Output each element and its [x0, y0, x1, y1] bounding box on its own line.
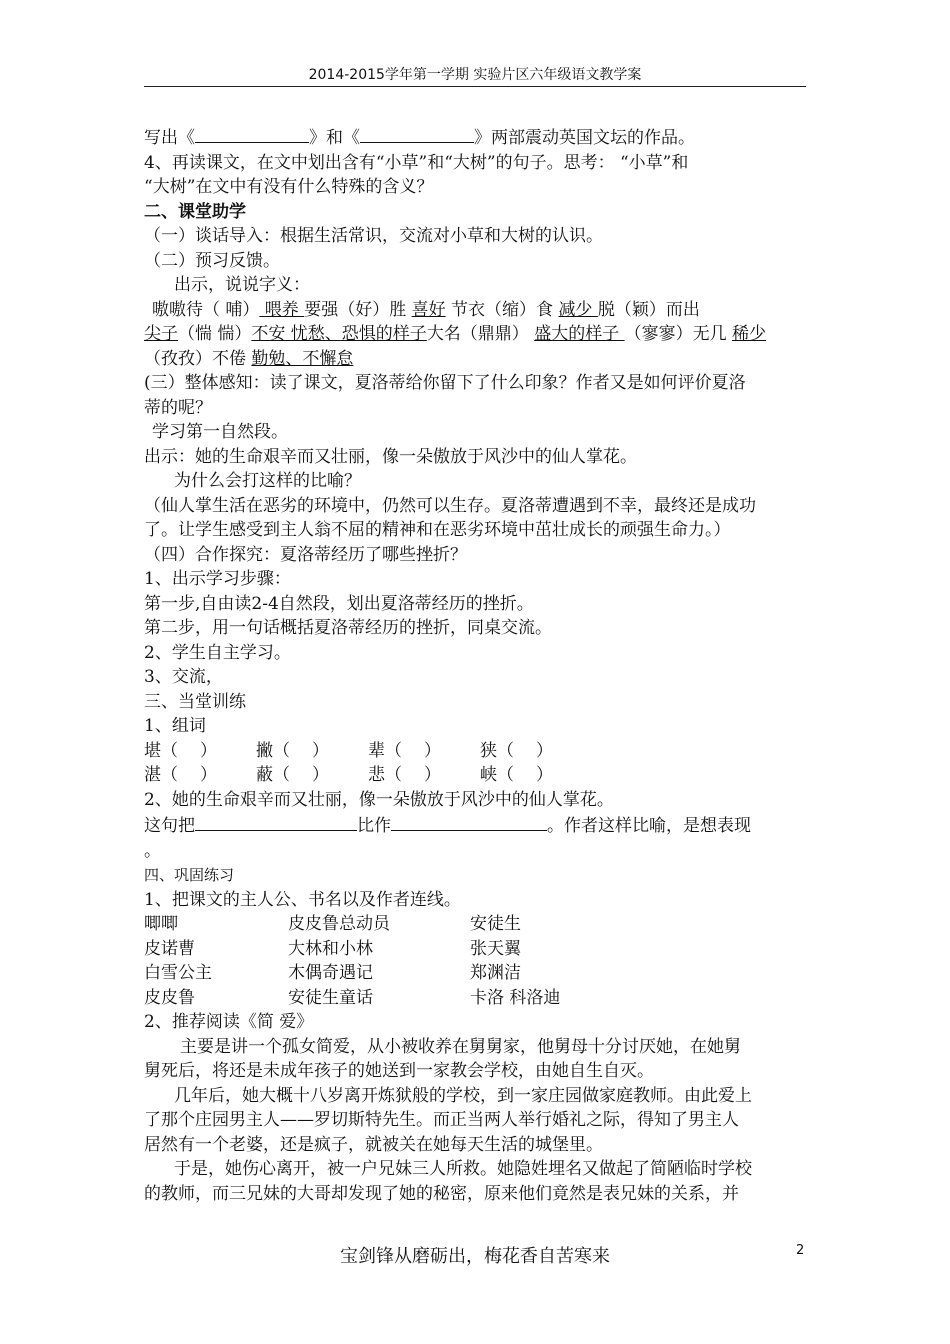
text-line: “大树”在文中有没有什么特殊的含义？: [144, 177, 434, 197]
footer-motto: 宝剑锋从磨砺出，梅花香自苦寒来: [340, 1246, 610, 1267]
fill-blank: [195, 124, 309, 143]
text-line: 1、把课文的主人公、书名以及作者连线。: [144, 889, 461, 910]
text-line: 3、交流，: [144, 667, 223, 687]
vocab-line: 尖子（惴 惴）不安 忧愁、恐惧的样子大名（鼎鼎） 盛大的样子 （寥寥）无几 稀少: [144, 324, 767, 344]
vocab-line: 嗷嗷待（ 哺） 喂养 要强（好）胜 喜好 节衣（缩）食 减少 脱（颖）而出: [152, 299, 700, 320]
text-line: （四）合作探究：夏洛蒂经历了哪些挫折？: [144, 544, 467, 565]
paragraph-line: 几年后，她大概十八岁离开炼狱般的学校，到一家庄园做家庭教师。由此爱上: [174, 1085, 752, 1106]
paragraph-line: 了那个庄园男主人——罗切斯特先生。而正当两人举行婚礼之际，得知了男主人: [144, 1110, 739, 1130]
text-line: 蒂的呢？: [144, 397, 212, 418]
section-heading: 四、巩固练习: [144, 866, 235, 884]
section-heading: 二、课堂助学: [144, 201, 246, 222]
paragraph-line: 舅死后，将还是未成年孩子的她送到一家教会学校，由她自生自灭。: [144, 1061, 654, 1081]
fill-blank: [360, 124, 474, 143]
match-row: 唧唧 皮皮鲁总动员 安徒生: [144, 914, 521, 934]
text-line: 2、她的生命艰辛而又壮丽，像一朵傲放于风沙中的仙人掌花。: [144, 789, 614, 810]
paragraph-line: 主要是讲一个孤女简爱，从小被收养在舅舅家，他舅母十分讨厌她，在她舅: [180, 1036, 741, 1057]
paragraph-line: 的教师，而三兄妹的大哥却发现了她的秘密，原来他们竟然是表兄妹的关系，并: [144, 1183, 739, 1204]
text-line: 2、推荐阅读《简 爱》: [144, 1012, 314, 1032]
text-line: （二）预习反馈。: [144, 250, 280, 271]
match-row: 皮皮鲁 安徒生童话 卡洛 科洛迪: [144, 987, 561, 1008]
text-line: (三）整体感知：读了课文，夏洛蒂给你留下了什么印象？作者又是如何评价夏洛: [144, 373, 746, 393]
text-line: 学习第一自然段。: [152, 422, 288, 442]
text-line: 出示：她的生命艰辛而又壮丽，像一朵傲放于风沙中的仙人掌花。: [144, 446, 637, 467]
match-row: 白雪公主 木偶奇遇记 郑渊洁: [144, 963, 521, 983]
page-number: 2: [796, 1243, 805, 1258]
text-line: 这句把 比作 。作者这样比喻，是想表现: [144, 812, 806, 839]
word-grid-row: 湛（ ） 蔽（ ） 悲（ ） 峡（ ）: [144, 765, 553, 785]
header-rule: [144, 86, 806, 87]
text-line: 第一步,自由读2-4自然段，划出夏洛蒂经历的挫折。: [144, 593, 534, 614]
fill-blank: [195, 812, 357, 831]
text-line: 4、再读课文，在文中划出含有“小草”和“大树”的句子。思考： “小草”和: [144, 152, 689, 173]
text-line: 1、出示学习步骤：: [144, 569, 291, 589]
text-line: 1、组词: [144, 716, 206, 736]
word-grid-row: 堪（ ） 撇（ ） 辈（ ） 狭（ ）: [144, 740, 553, 761]
text-line: 出示，说说字义：: [174, 275, 310, 295]
text-line: （一）谈话导入：根据生活常识，交流对小草和大树的认识。: [144, 226, 603, 246]
text-line: 写出《 》和《 》两部震动英国文坛的作品。: [144, 124, 806, 151]
match-row: 皮诺曹 大林和小林 张天翼: [144, 938, 521, 959]
text-line: 2、学生自主学习。: [144, 642, 291, 663]
paragraph-line: 居然有一个老婆，还是疯子，就被关在她每天生活的城堡里。: [144, 1134, 603, 1155]
text-line: （仙人掌生活在恶劣的环境中，仍然可以生存。夏洛蒂遭遇到不幸，最终还是成功: [144, 495, 756, 516]
document-body: [144, 124, 806, 1206]
text-line: 第二步，用一句话概括夏洛蒂经历的挫折，同桌交流。: [144, 618, 552, 638]
paragraph-line: 于是，她伤心离开，被一户兄妹三人所救。她隐姓埋名又做起了简陋临时学校: [174, 1159, 752, 1179]
page-header: 2014-2015学年第一学期 实验片区六年级语文教学案: [308, 67, 642, 83]
section-heading: 三、当堂训练: [144, 691, 246, 712]
fill-blank: [391, 812, 547, 831]
vocab-line: （孜孜）不倦 勤勉、不懈怠: [144, 348, 354, 369]
text-line: 为什么会打这样的比喻？: [174, 471, 361, 491]
text-line: 了。让学生感受到主人翁不屈的精神和在恶劣环境中茁壮成长的顽强生命力。）: [144, 520, 731, 540]
text-line: 。: [144, 840, 161, 861]
